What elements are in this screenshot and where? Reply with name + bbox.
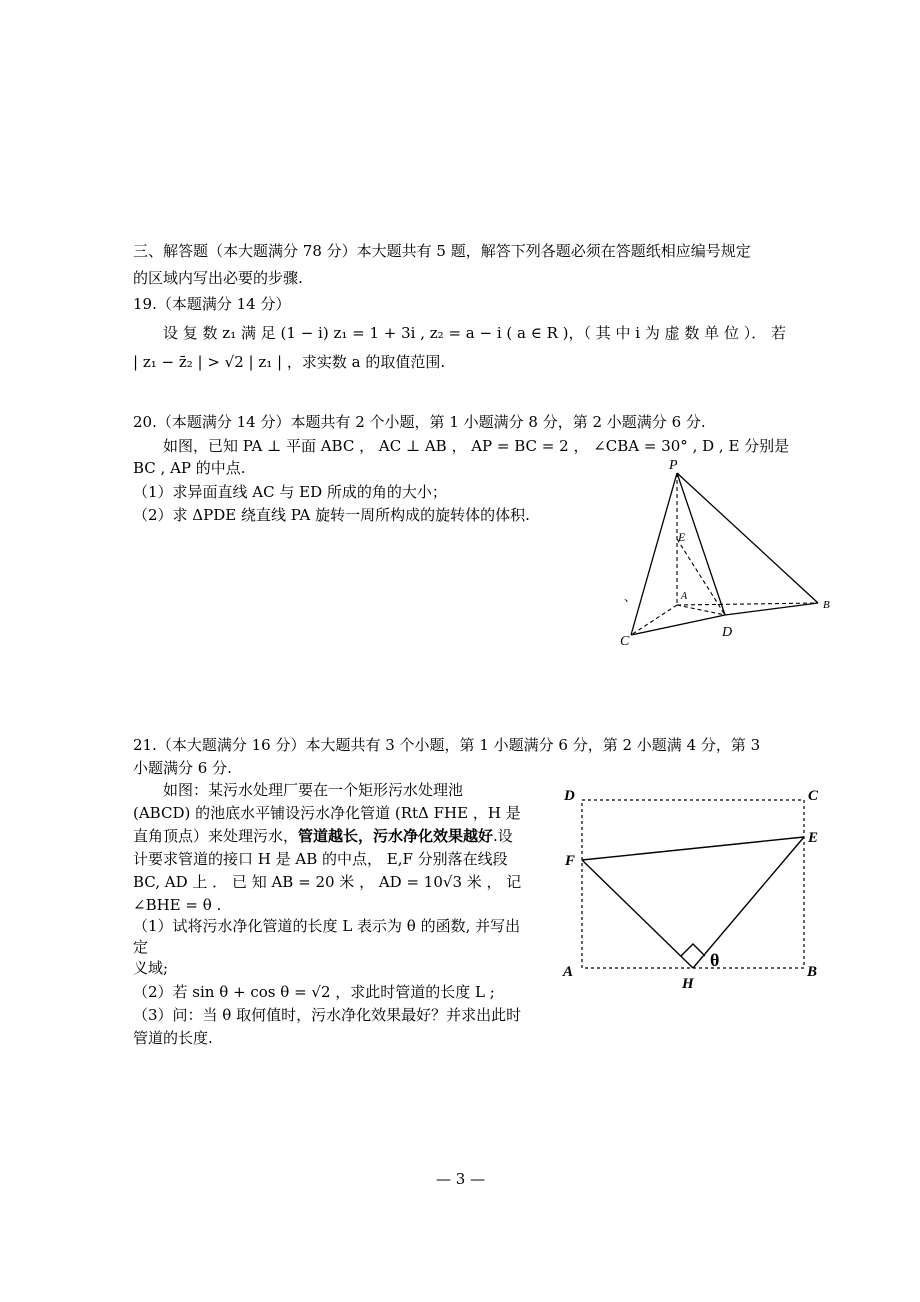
label-B: B: [807, 964, 818, 980]
q20-line2: BC , AP 的中点.: [133, 459, 246, 477]
label-E: E: [808, 830, 819, 846]
q21-title-cont: 小题满分 6 分.: [133, 759, 232, 777]
label-B: B: [823, 599, 830, 611]
label-C: C: [808, 788, 819, 804]
q21-p3c: .设: [493, 827, 513, 845]
label-theta: θ: [710, 950, 720, 970]
edge-CD: [631, 615, 725, 635]
label-F: F: [565, 853, 576, 869]
q20-line1: 如图，已知 PA ⊥ 平面 ABC ， AC ⊥ AB ， AP = BC = 2 ， ∠CBA = 30° , D , E 分别是: [163, 437, 790, 455]
q20-part1: （1）求异面直线 AC 与 ED 所成的角的大小；: [133, 483, 447, 501]
label-D: D: [564, 788, 575, 804]
q20-part2: （2）求 ΔPDE 绕直线 PA 旋转一周所构成的旋转体的体积.: [133, 506, 530, 524]
q21-p1: 如图：某污水处理厂要在一个矩形污水处理池: [163, 781, 464, 799]
pipe-FH: [582, 860, 693, 968]
pipe-HE: [693, 837, 804, 968]
q21-p3: [133, 826, 513, 846]
q20-pyramid-figure: [600, 455, 850, 655]
q21-pool-figure: [555, 780, 835, 995]
pool-rectangle: [582, 800, 804, 968]
edge-ED: [677, 539, 725, 615]
edge-AD: [677, 605, 725, 615]
label-A: A: [681, 591, 688, 602]
q21-p3b: 管道越长，污水净化效果越好: [298, 827, 494, 845]
q20-title: 20.（本题满分 14 分）本题共有 2 个小题，第 1 小题满分 8 分，第 2 小题满分 6 分.: [133, 413, 706, 431]
label-mark: 、: [624, 590, 637, 604]
edge-PC: [631, 473, 677, 635]
q21-part1c: 义域;: [133, 959, 169, 977]
q21-title: 21.（本大题满分 16 分）本大题共有 3 个小题，第 1 小题满分 6 分，第 2 小题满 4 分，第 3: [133, 736, 761, 754]
section-heading: 三、解答题（本大题满分 78 分）本大题共有 5 题，解答下列各题必须在答题纸相应编号规定: [133, 242, 751, 260]
label-D: D: [722, 625, 733, 640]
section-heading-cont: 的区域内写出必要的步骤.: [133, 269, 303, 287]
q21-part2: （2）若 sin θ + cos θ = √2 ，求此时管道的长度 L ;: [133, 983, 495, 1001]
q19-title: 19.（本题满分 14 分）: [133, 295, 291, 313]
q21-p4: 计要求管道的接口 H 是 AB 的中点， E,F 分别落在线段: [133, 850, 508, 868]
pipe-FE: [582, 837, 804, 860]
right-angle-marker: [681, 944, 705, 956]
q21-p3a: 直角顶点）来处理污水，: [133, 827, 299, 845]
label-H: H: [682, 976, 694, 992]
page-number: — 3 —: [436, 1170, 486, 1188]
q21-part1b: 定: [133, 938, 149, 956]
edge-AB: [677, 603, 818, 605]
q21-part3b: 管道的长度.: [133, 1029, 213, 1047]
edge-PB: [677, 473, 818, 603]
q19-line1: 设 复 数 z₁ 满 足 (1 − i) z₁ = 1 + 3i , z₂ = a − i ( a ∈ R )，（ 其 中 i 为 虚 数 单 位 ）． 若: [163, 324, 786, 342]
q21-p6: ∠BHE = θ .: [133, 896, 222, 914]
edge-DB: [725, 603, 818, 615]
label-A: A: [563, 964, 574, 980]
label-P: P: [669, 458, 678, 473]
label-C: C: [620, 634, 630, 649]
q21-part1a: （1）试将污水净化管道的长度 L 表示为 θ 的函数, 并写出: [133, 917, 521, 935]
q21-p5: BC, AD 上 ． 已 知 AB = 20 米 ， AD = 10√3 米 ， 记: [133, 873, 522, 891]
q21-part3a: （3）问：当 θ 取何值时，污水净化效果最好？并求出此时: [133, 1006, 522, 1024]
label-E: E: [678, 530, 686, 544]
q19-line2: | z₁ − z̄₂ | > √2 | z₁ | ，求实数 a 的取值范围.: [133, 353, 446, 371]
q21-p2: (ABCD) 的池底水平铺设污水净化管道 (RtΔ FHE ，H 是: [133, 804, 521, 822]
